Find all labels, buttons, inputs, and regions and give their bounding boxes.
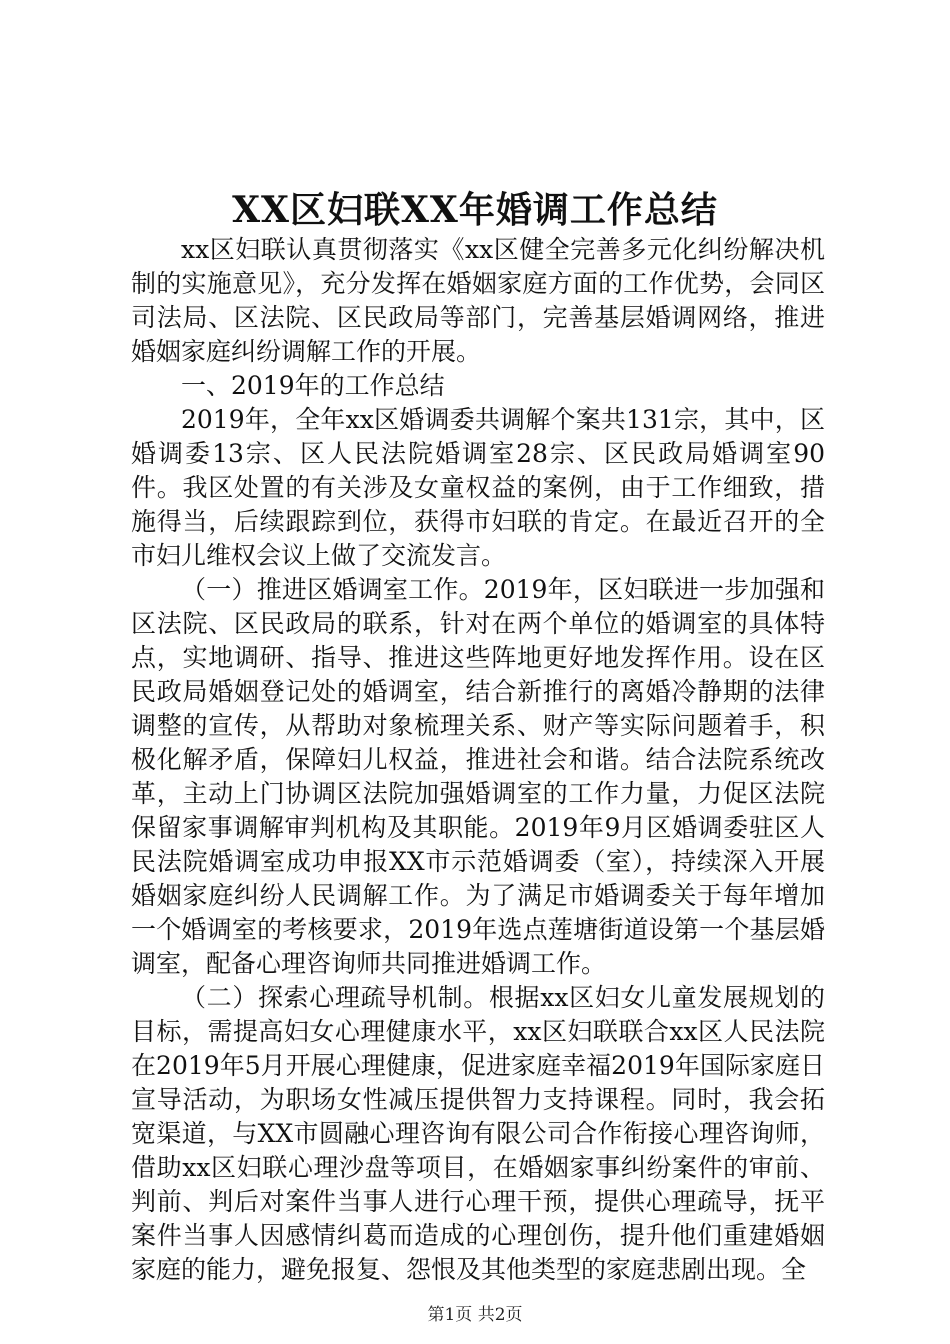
paragraph-intro: xx区妇联认真贯彻落实《xx区健全完善多元化纠纷解决机制的实施意见》，充分发挥在婚姻家庭方面的工作优势，会同区司法局、区法院、区民政局等部门，完善基层婚调网络，推进婚姻家庭纠纷调解工作的开展。 xyxy=(131,235,825,366)
document-body xyxy=(131,233,825,1287)
document-title: XX区妇联XX年婚调工作总结 xyxy=(232,189,718,231)
paragraph-item-two: （二）探索心理疏导机制。根据xx区妇女儿童发展规划的目标，需提高妇女心理健康水平，xx区妇联联合xx区人民法院在2019年5月开展心理健康，促进家庭幸福2019年国际家庭日宣导活动，为职场女性减压提供智力支持课程。同时，我会拓宽渠道，与XX市圆融心理咨询有限公司合作衔接心理咨询师，借助xx区妇联心理沙盘等项目，在婚姻家事纠纷案件的审前、判前、判后对案件当事人进行心理干预，提供心理疏导，抚平案件当事人因感情纠葛而造成的心理创伤，提升他们重建婚姻家庭的能力，避免报复、怨恨及其他类型的家庭悲剧出现。全 xyxy=(131,983,825,1284)
section-heading: 一、2019年的工作总结 xyxy=(181,371,445,400)
paragraph-summary: 2019年，全年xx区婚调委共调解个案共131宗，其中，区婚调委13宗、区人民法院婚调室28宗、区民政局婚调室90件。我区处置的有关涉及女童权益的案例，由于工作细致，措施得当，后续跟踪到位，获得市妇联的肯定。在最近召开的全市妇儿维权会议上做了交流发言。 xyxy=(131,405,825,570)
paragraph-item-one: （一）推进区婚调室工作。2019年，区妇联进一步加强和区法院、区民政局的联系，针对在两个单位的婚调室的具体特点，实地调研、指导、推进这些阵地更好地发挥作用。设在区民政局婚姻登记处的婚调室，结合新推行的离婚冷静期的法律调整的宣传，从帮助对象梳理关系、财产等实际问题着手，积极化解矛盾，保障妇儿权益，推进社会和谐。结合法院系统改革，主动上门协调区法院加强婚调室的工作力量，力促区法院保留家事调解审判机构及其职能。2019年9月区婚调委驻区人民法院婚调室成功申报XX市示范婚调委（室），持续深入开展婚姻家庭纠纷人民调解工作。为了满足市婚调委关于每年增加一个婚调室的考核要求，2019年选点莲塘街道设第一个基层婚调室，配备心理咨询师共同推进婚调工作。 xyxy=(131,575,825,978)
page-footer: 第1页 共2页 xyxy=(427,1305,523,1325)
